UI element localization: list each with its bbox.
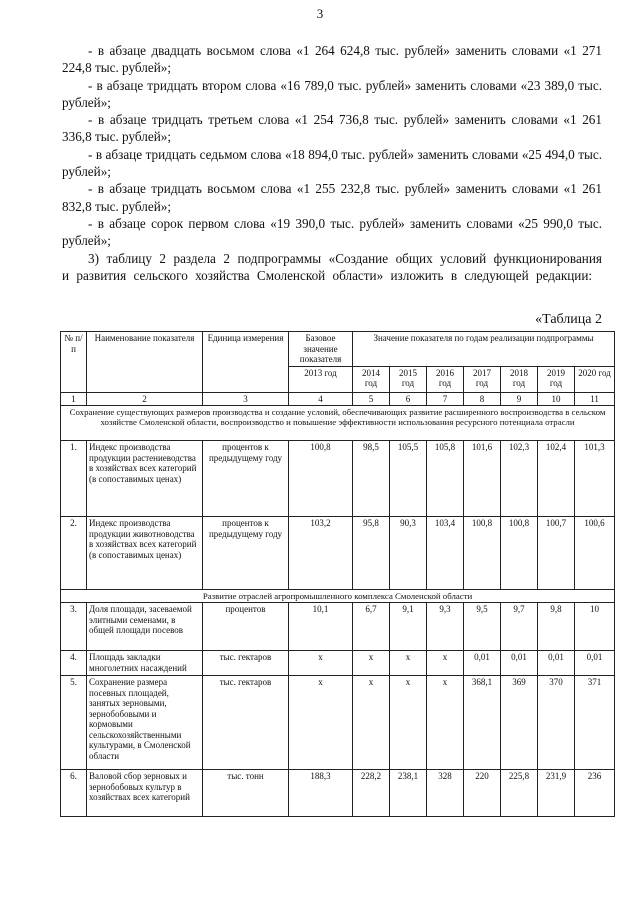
- paragraph: - в абзаце тридцать третьем слова «1 254 736,8 тыс. рублей» заменить словами «1 261 336,8 тыс. рублей»;: [62, 112, 602, 145]
- header-year: 2014 год: [353, 366, 390, 392]
- row-value: 6,7: [353, 603, 390, 651]
- row-unit: процентов к предыдущему году: [203, 441, 289, 517]
- column-number: 1: [61, 392, 87, 406]
- row-value: 103,4: [427, 517, 464, 590]
- column-number: 5: [353, 392, 390, 406]
- row-value: 102,4: [538, 441, 575, 517]
- row-value: 225,8: [501, 770, 538, 817]
- header-num: № п/п: [61, 332, 87, 393]
- row-value: х: [427, 651, 464, 676]
- row-name: Индекс производства продукции растениеводства в хозяйствах всех категорий (в сопоставимых ценах): [87, 441, 203, 517]
- row-num: 2.: [61, 517, 87, 590]
- row-value: х: [353, 651, 390, 676]
- row-num: 4.: [61, 651, 87, 676]
- column-number: 10: [538, 392, 575, 406]
- row-value: 0,01: [538, 651, 575, 676]
- row-value: 220: [464, 770, 501, 817]
- row-num: 3.: [61, 603, 87, 651]
- row-unit: тыс. гектаров: [203, 676, 289, 770]
- row-base: х: [289, 676, 353, 770]
- row-unit: процентов: [203, 603, 289, 651]
- row-value: 9,7: [501, 603, 538, 651]
- row-value: 328: [427, 770, 464, 817]
- row-num: 6.: [61, 770, 87, 817]
- paragraph: - в абзаце тридцать восьмом слова «1 255 232,8 тыс. рублей» заменить словами «1 261 832,8 тыс. рублей»;: [62, 181, 602, 214]
- page-number: 3: [316, 6, 324, 21]
- table-header-row: [61, 332, 615, 367]
- row-value: 95,8: [353, 517, 390, 590]
- row-name: Доля площади, засеваемой элитными семенами, в общей площади посевов: [87, 603, 203, 651]
- column-number: 2: [87, 392, 203, 406]
- header-year: 2015 год: [390, 366, 427, 392]
- column-number: 3: [203, 392, 289, 406]
- row-unit: тыс. тонн: [203, 770, 289, 817]
- table-caption: «Таблица 2: [535, 312, 602, 327]
- table-row: [61, 603, 615, 651]
- header-base-year: 2013 год: [289, 366, 353, 392]
- header-year: 2016 год: [427, 366, 464, 392]
- header-year: 2018 год: [501, 366, 538, 392]
- column-number: 8: [464, 392, 501, 406]
- row-num: 1.: [61, 441, 87, 517]
- column-number: 9: [501, 392, 538, 406]
- column-number: 7: [427, 392, 464, 406]
- paragraph: - в абзаце двадцать восьмом слова «1 264 624,8 тыс. рублей» заменить словами «1 271 224,8 тыс. рублей»;: [62, 43, 602, 76]
- header-name: Наименование показателя: [87, 332, 203, 393]
- row-value: 9,5: [464, 603, 501, 651]
- row-base: 103,2: [289, 517, 353, 590]
- table-row: [61, 676, 615, 770]
- row-unit: тыс. гектаров: [203, 651, 289, 676]
- row-value: 369: [501, 676, 538, 770]
- column-number: 4: [289, 392, 353, 406]
- row-name: Площадь закладки многолетних насаждений: [87, 651, 203, 676]
- row-base: 188,3: [289, 770, 353, 817]
- column-number: 6: [390, 392, 427, 406]
- row-value: х: [390, 676, 427, 770]
- column-number: 11: [575, 392, 615, 406]
- row-value: 98,5: [353, 441, 390, 517]
- row-value: 371: [575, 676, 615, 770]
- paragraph: 3) таблицу 2 раздела 2 подпрограммы «Создание общих условий функционирования и развития сельского хозяйства Смоленской области» изложить в следующей редакции:: [62, 250, 602, 283]
- row-name: Сохранение размера посевных площадей, занятых зерновыми, зернобобовыми и кормовыми сельскохозяйственными культурами, в Смоленской области: [87, 676, 203, 770]
- section-heading: Сохранение существующих размеров производства и создание условий, обеспечивающих развитие расширенного воспроизводства в сельском хозяйстве Смоленской области, воспроизводство и повышение эффективности использования ресурсного потенциала отрасли: [61, 406, 615, 441]
- row-base: х: [289, 651, 353, 676]
- row-value: 236: [575, 770, 615, 817]
- row-value: 368,1: [464, 676, 501, 770]
- row-value: х: [353, 676, 390, 770]
- row-value: 9,1: [390, 603, 427, 651]
- row-value: 0,01: [575, 651, 615, 676]
- paragraph: - в абзаце тридцать седьмом слова «18 894,0 тыс. рублей» заменить словами «25 494,0 тыс. рублей»;: [62, 146, 602, 180]
- table-row: [61, 517, 615, 590]
- amendment-text: [62, 42, 602, 284]
- row-value: 105,5: [390, 441, 427, 517]
- table-row: [61, 651, 615, 676]
- row-value: 9,8: [538, 603, 575, 651]
- row-value: 100,8: [464, 517, 501, 590]
- row-value: 102,3: [501, 441, 538, 517]
- row-num: 5.: [61, 676, 87, 770]
- row-value: 100,7: [538, 517, 575, 590]
- table-row: [61, 770, 615, 817]
- row-value: х: [390, 651, 427, 676]
- section-heading-row: [61, 406, 615, 441]
- header-year: 2020 год: [575, 366, 615, 392]
- row-value: 105,8: [427, 441, 464, 517]
- row-value: 101,3: [575, 441, 615, 517]
- row-value: 228,2: [353, 770, 390, 817]
- row-value: 10: [575, 603, 615, 651]
- row-name: Индекс производства продукции животноводства в хозяйствах всех категорий (в сопоставимых ценах): [87, 517, 203, 590]
- row-value: 238,1: [390, 770, 427, 817]
- row-base: 100,8: [289, 441, 353, 517]
- section-heading: Развитие отраслей агропромышленного комплекса Смоленской области: [61, 590, 615, 603]
- row-value: 101,6: [464, 441, 501, 517]
- header-year: 2017 год: [464, 366, 501, 392]
- row-value: 9,3: [427, 603, 464, 651]
- row-value: 0,01: [464, 651, 501, 676]
- paragraph: - в абзаце тридцать втором слова «16 789,0 тыс. рублей» заменить словами «23 389,0 тыс. рублей»;: [62, 77, 602, 110]
- row-name: Валовой сбор зерновых и зернобобовых культур в хозяйствах всех категорий: [87, 770, 203, 817]
- row-value: х: [427, 676, 464, 770]
- row-unit: процентов к предыдущему году: [203, 517, 289, 590]
- table-row: [61, 441, 615, 517]
- paragraph: - в абзаце сорок первом слова «19 390,0 тыс. рублей» заменить словами «25 990,0 тыс. рублей»;: [62, 215, 602, 249]
- row-base: 10,1: [289, 603, 353, 651]
- row-value: 0,01: [501, 651, 538, 676]
- row-value: 90,3: [390, 517, 427, 590]
- section-heading-row: [61, 590, 615, 603]
- row-value: 370: [538, 676, 575, 770]
- header-unit: Единица измерения: [203, 332, 289, 393]
- row-value: 231,9: [538, 770, 575, 817]
- header-year: 2019 год: [538, 366, 575, 392]
- column-numbers-row: [61, 392, 615, 406]
- row-value: 100,8: [501, 517, 538, 590]
- header-values-group: Значение показателя по годам реализации подпрограммы: [353, 332, 615, 367]
- row-value: 100,6: [575, 517, 615, 590]
- indicators-table: [60, 331, 615, 817]
- header-base: Базовое значение показателя: [289, 332, 353, 367]
